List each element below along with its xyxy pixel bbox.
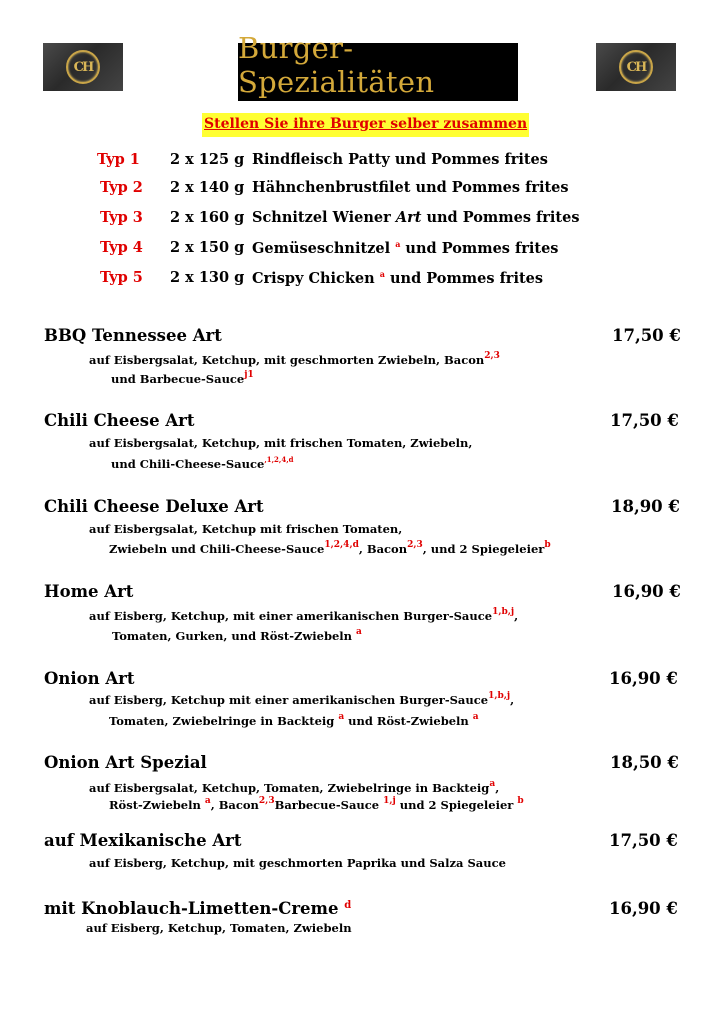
- menu-item-description: auf Eisberg, Ketchup, mit einer amerikanischen Burger-Sauce$^{1,b,j}$,: [89, 607, 519, 623]
- menu-item-name: Onion Art Spezial: [44, 753, 207, 772]
- type-row: [0, 151, 724, 173]
- menu-item-description: und Chili-Cheese-Sauce$^{,1,2,4,d}$: [111, 455, 294, 471]
- menu-item-price: 18,50 €: [610, 753, 679, 772]
- type-weight: 2 x 160 g: [170, 209, 245, 226]
- menu-item-description: auf Eisbergsalat, Ketchup, mit geschmorten Zwiebeln, Bacon$^{2,3}$: [89, 351, 500, 367]
- type-description: Schnitzel Wiener Art und Pommes frites: [252, 209, 580, 226]
- type-description: Crispy Chicken $^a$ und Pommes frites: [252, 269, 544, 287]
- menu-item-name: BBQ Tennessee Art: [44, 326, 222, 345]
- type-label: Typ 3: [100, 209, 143, 226]
- allergen-note: a: [395, 239, 401, 249]
- menu-item-name: auf Mexikanische Art: [44, 831, 242, 850]
- allergen-note: a: [379, 269, 385, 279]
- type-weight: 2 x 130 g: [170, 269, 245, 286]
- type-label: Typ 2: [100, 179, 143, 196]
- type-row: [0, 179, 724, 201]
- menu-item-price: 16,90 €: [609, 899, 678, 918]
- menu-item-name: Chili Cheese Art: [44, 411, 195, 430]
- menu-item-description: Röst-Zwiebeln $^a$, Bacon$^{2,3}$Barbecue-Sauce $^{1,j}$ und 2 Spiegeleier $^b$: [109, 796, 524, 812]
- menu-item-price: 18,90 €: [611, 497, 680, 516]
- menu-item-price: 17,50 €: [609, 831, 678, 850]
- menu-item-description: auf Eisberg, Ketchup mit einer amerikanischen Burger-Sauce$^{1,b,j}$,: [89, 691, 515, 707]
- type-description: Rindfleisch Patty und Pommes frites: [252, 151, 548, 168]
- menu-item-name: Chili Cheese Deluxe Art: [44, 497, 264, 516]
- type-row: [0, 209, 724, 231]
- menu-item-description: auf Eisberg, Ketchup, Tomaten, Zwiebeln: [86, 921, 352, 935]
- menu-item-description: Tomaten, Zwiebelringe in Backteig $^a$ und Röst-Zwiebeln $^a$: [109, 712, 479, 728]
- menu-item-price: 16,90 €: [609, 669, 678, 688]
- menu-item-price: 16,90 €: [612, 582, 681, 601]
- type-label: Typ 1: [97, 151, 140, 168]
- type-weight: 2 x 140 g: [170, 179, 245, 196]
- title-banner: [238, 31, 518, 101]
- menu-item-description: Tomaten, Gurken, und Röst-Zwiebeln $^a$: [112, 627, 362, 643]
- type-weight: 2 x 125 g: [170, 151, 245, 168]
- menu-item-description: und Barbecue-Sauce$^{j1}$: [111, 370, 254, 386]
- type-label: Typ 5: [100, 269, 143, 286]
- menu-item-description: Zwiebeln und Chili-Cheese-Sauce$^{1,2,4,d}$, Bacon$^{2,3}$, und 2 Spiegeleier$^b$: [109, 540, 551, 556]
- page-subtitle: Stellen Sie ihre Burger selber zusammen: [202, 113, 529, 137]
- menu-item-price: 17,50 €: [612, 326, 681, 345]
- type-label: Typ 4: [100, 239, 143, 256]
- type-weight: 2 x 150 g: [170, 239, 245, 256]
- type-description: Hähnchenbrustfilet und Pommes frites: [252, 179, 569, 196]
- menu-item-name: Onion Art: [44, 669, 135, 688]
- menu-item-name: Home Art: [44, 582, 134, 601]
- menu-item-description: auf Eisbergsalat, Ketchup, Tomaten, Zwiebelringe in Backteig$^a$,: [89, 779, 500, 795]
- menu-item-description: auf Eisberg, Ketchup, mit geschmorten Paprika und Salza Sauce: [89, 856, 506, 870]
- page-title: Burger-Spezialitäten: [238, 31, 435, 99]
- type-row: [0, 269, 724, 291]
- type-description: Gemüseschnitzel $^a$ und Pommes frites: [252, 239, 559, 257]
- menu-item-name: mit Knoblauch-Limetten-Creme $^d$: [44, 899, 352, 918]
- logo-emblem: CH: [619, 50, 653, 84]
- menu-item-description: auf Eisbergsalat, Ketchup, mit frischen Tomaten, Zwiebeln,: [89, 436, 473, 450]
- menu-item-price: 17,50 €: [610, 411, 679, 430]
- logo-emblem: CH: [66, 50, 100, 84]
- logo-right: [596, 43, 676, 91]
- menu-item-description: auf Eisbergsalat, Ketchup mit frischen Tomaten,: [89, 522, 403, 536]
- type-row: [0, 239, 724, 261]
- logo-left: [43, 43, 123, 91]
